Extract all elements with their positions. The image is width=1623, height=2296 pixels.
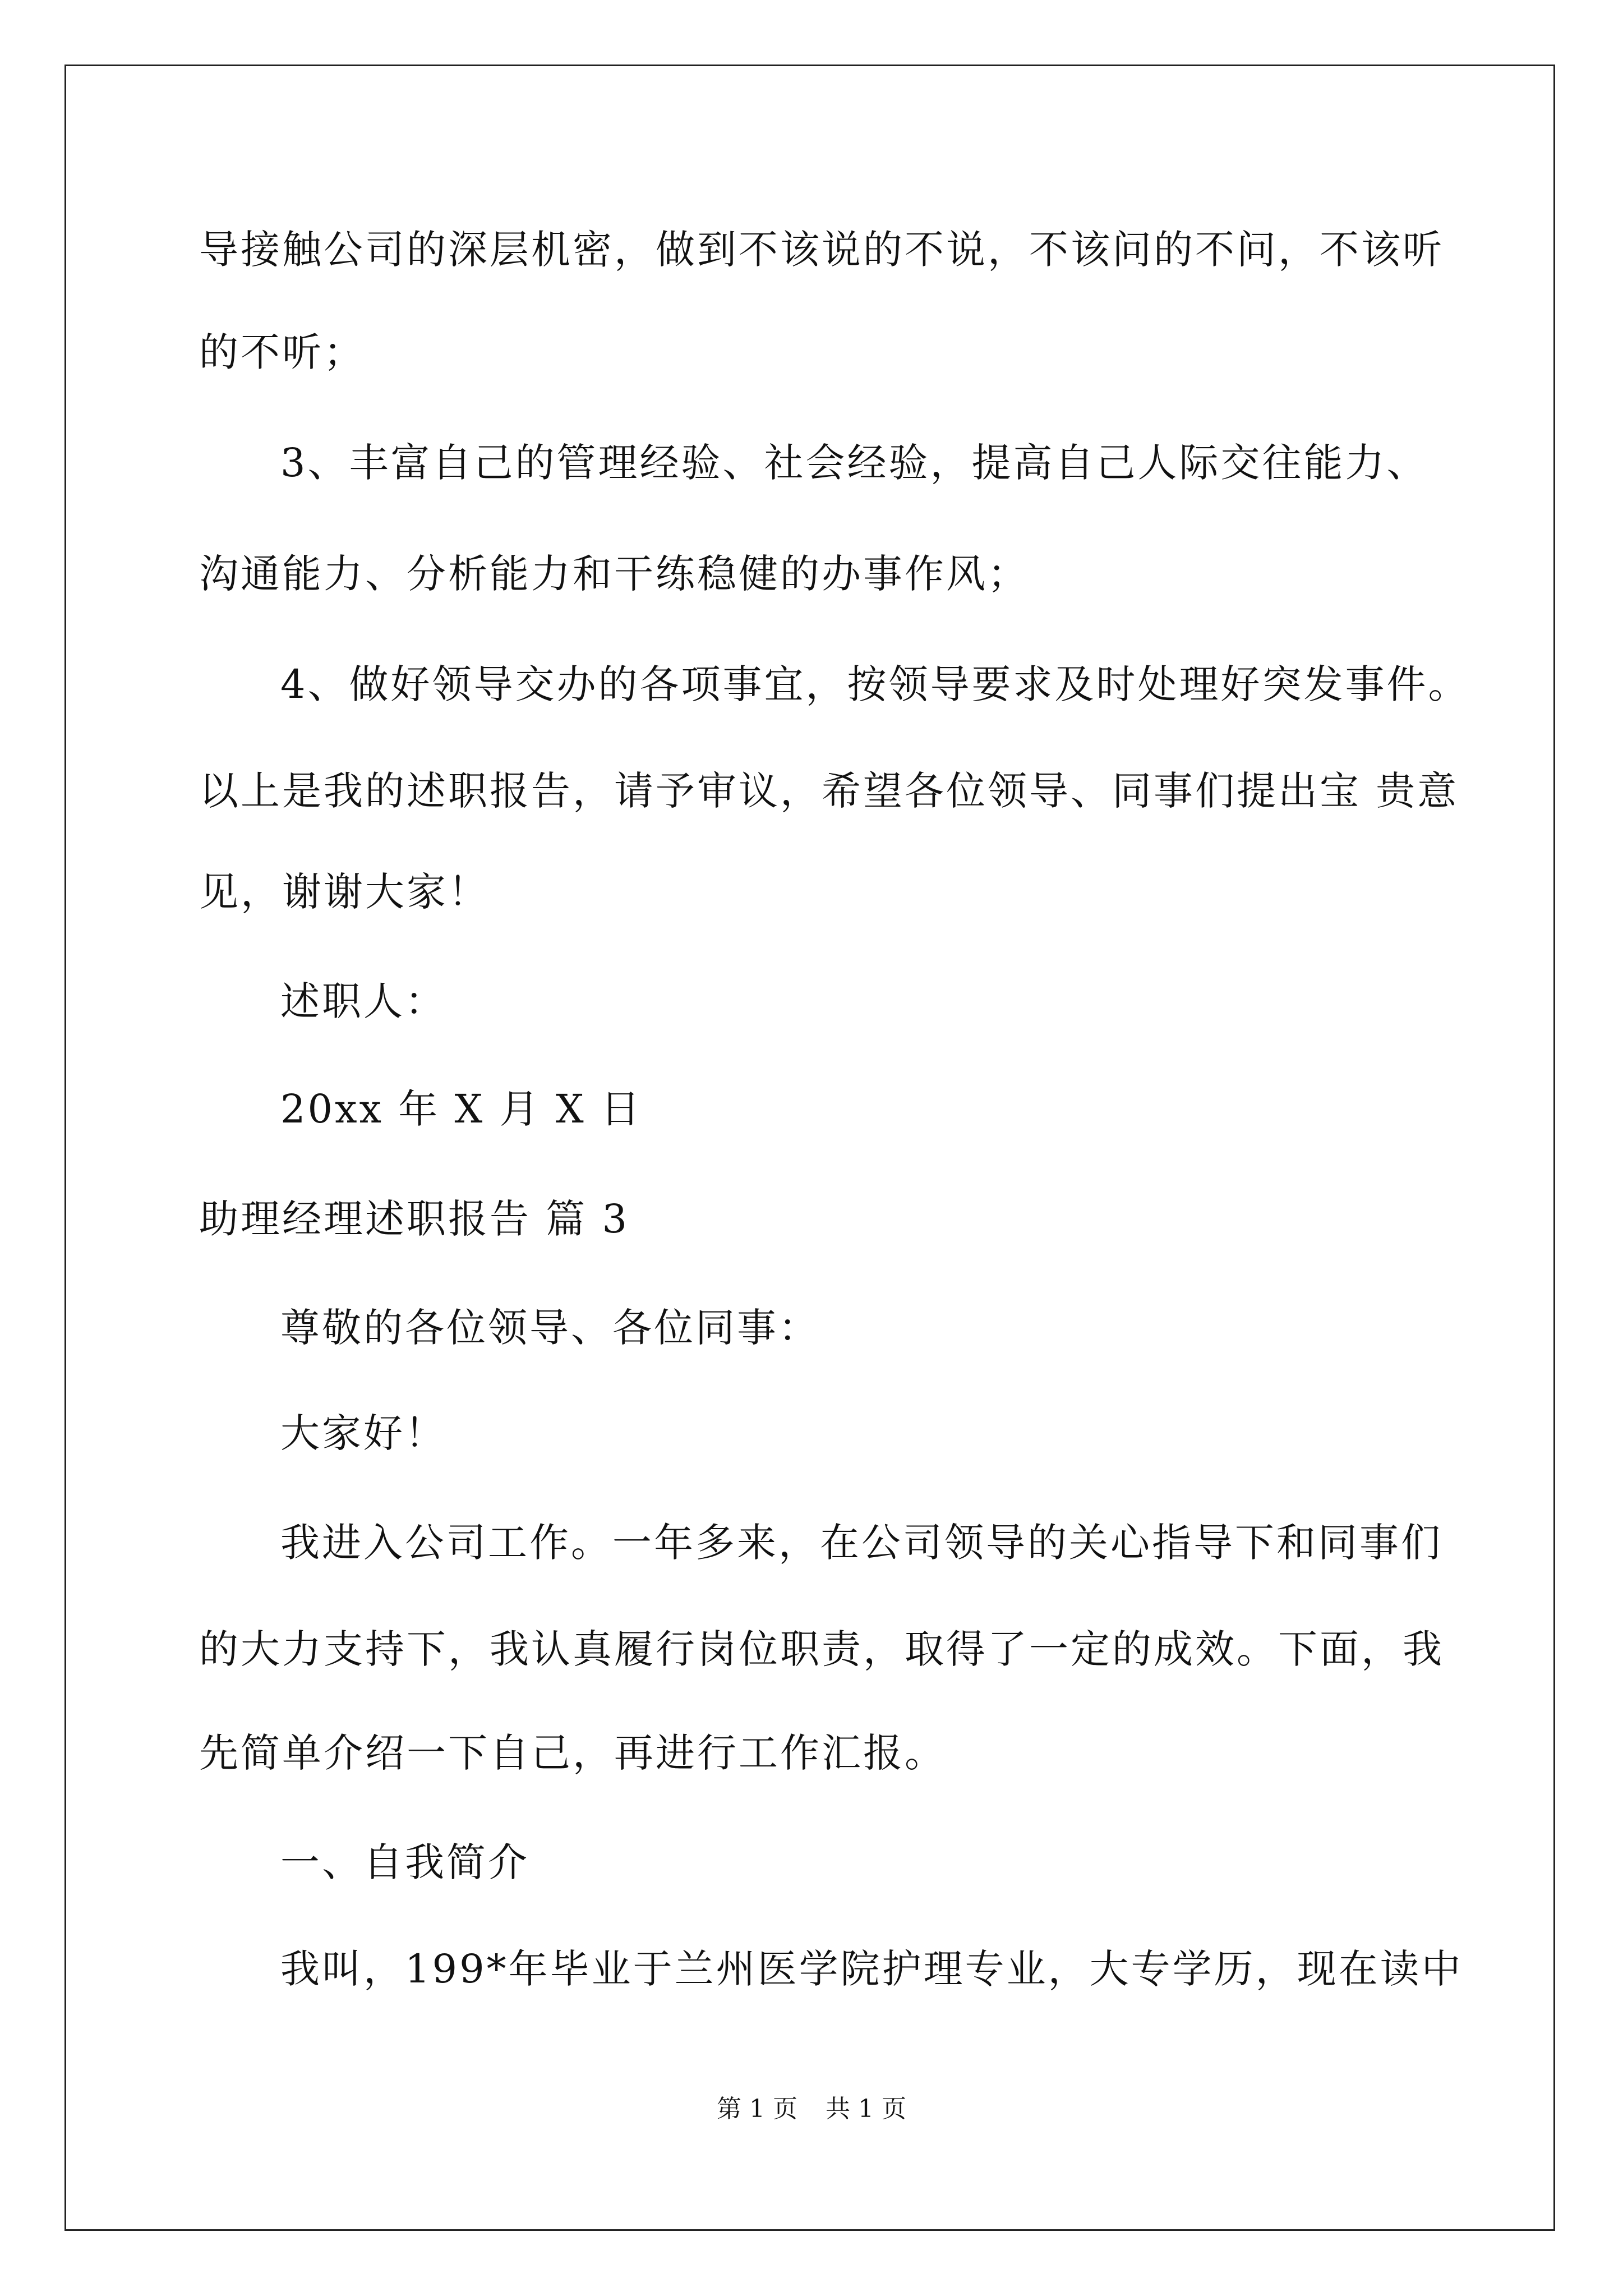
body-text-line: 我叫，199*年毕业于兰州医学院护理专业，大专学历，现在读中	[280, 1946, 1463, 1992]
greeting: 大家好！	[280, 1410, 446, 1456]
signature-label: 述职人：	[280, 978, 446, 1024]
salutation: 尊敬的各位领导、各位同事：	[280, 1305, 820, 1351]
body-text-line: 4、做好领导交办的各项事宜，按领导要求及时处理好突发事件。	[280, 661, 1470, 707]
body-text-line: 先简单介绍一下自己，再进行工作汇报。	[199, 1730, 946, 1776]
page-total: 共 1 页	[826, 2095, 906, 2123]
section-heading: 助理经理述职报告 篇 3	[199, 1196, 630, 1242]
body-text-line: 沟通能力、分析能力和干练稳健的办事作风；	[199, 551, 1029, 597]
body-text-line: 以上是我的述职报告，请予审议，希望各位领导、同事们提出宝 贵意	[199, 768, 1459, 814]
body-text-line: 我进入公司工作。一年多来，在公司领导的关心指导下和同事们	[280, 1520, 1442, 1566]
body-text-line: 的不听；	[199, 329, 365, 375]
page-border	[64, 65, 1555, 2231]
date-line: 20xx 年 X 月 X 日	[280, 1086, 642, 1132]
page-footer	[0, 2092, 1623, 2126]
subsection-heading: 一、自我简介	[280, 1839, 529, 1885]
body-text-line: 的大力支持下，我认真履行岗位职责，取得了一定的成效。下面，我	[199, 1626, 1444, 1672]
body-text-line: 导接触公司的深层机密，做到不该说的不说，不该问的不问，不该听	[199, 227, 1444, 273]
page-number: 第 1 页	[717, 2095, 797, 2123]
body-text-line: 3、丰富自己的管理经验、社会经验，提高自己人际交往能力、	[280, 440, 1428, 486]
body-text-line: 见，谢谢大家！	[199, 869, 490, 915]
